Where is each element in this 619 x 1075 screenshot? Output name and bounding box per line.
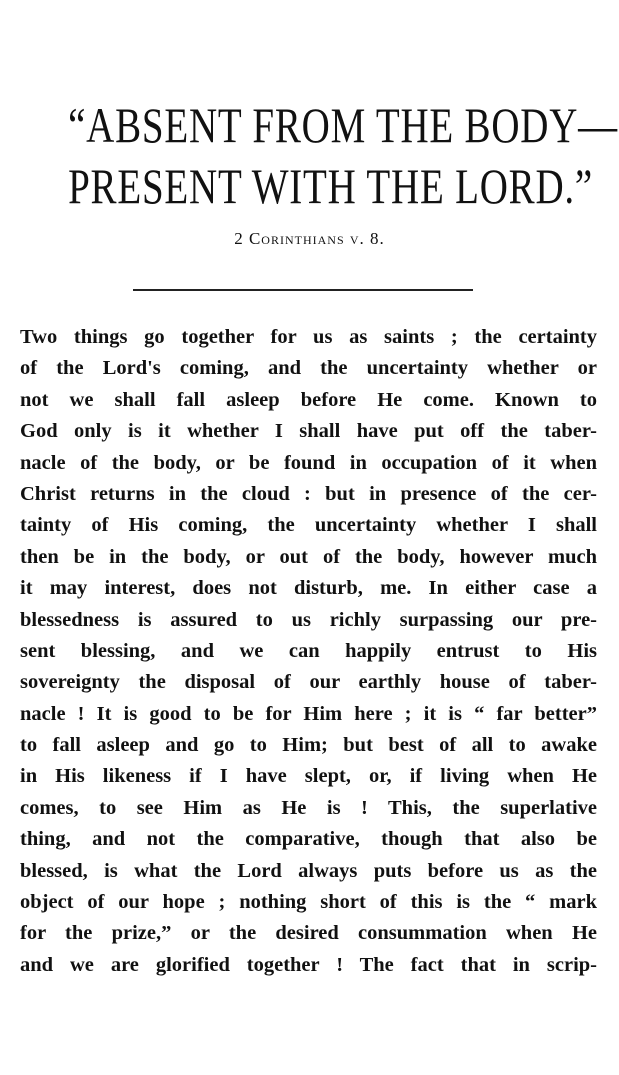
scripture-reference: 2 Corinthians v. 8. [234,229,385,248]
body-line: it may interest, does not disturb, me. In either case a [20,577,597,600]
body-line: thing, and not the comparative, though that also be [20,828,597,851]
body-line: of the Lord's coming, and the uncertainty whether or [20,357,597,380]
body-line: to fall asleep and go to Him; but best of all to awake [20,734,597,757]
body-line: God only is it whether I shall have put off the taber- [20,420,597,443]
body-text [20,322,597,981]
body-line: blessedness is assured to us richly surpassing our pre- [20,608,597,631]
body-line: not we shall fall asleep before He come. Known to [20,388,597,411]
body-line: tainty of His coming, the uncertainty whether I shall [20,514,597,537]
body-line: sent blessing, and we can happily entrust to His [20,639,597,662]
chapter-title-line-2: PRESENT WITH THE LORD.” [68,158,594,214]
divider-rule [133,289,473,291]
body-line: comes, to see Him as He is ! This, the superlative [20,796,597,819]
body-line: Two things go together for us as saints ; the certainty [20,326,597,348]
body-line: blessed, is what the Lord always puts before us as the [20,859,597,882]
body-line: nacle of the body, or be found in occupation of it when [20,451,597,474]
chapter-title-line-1: “ABSENT FROM THE BODY— [68,97,618,153]
body-line: and we are glorified together ! The fact that in scrip- [20,953,597,976]
body-line: sovereignty the disposal of our earthly house of taber- [20,671,597,694]
body-line: in His likeness if I have slept, or, if living when He [20,765,597,788]
body-line: for the prize,” or the desired consummation when He [20,922,597,945]
body-line: nacle ! It is good to be for Him here ; it is “ far better” [20,702,597,725]
body-line: then be in the body, or out of the body, however much [20,545,597,568]
body-line: Christ returns in the cloud : but in presence of the cer- [20,482,597,505]
body-line: object of our hope ; nothing short of this is the “ mark [20,891,597,914]
